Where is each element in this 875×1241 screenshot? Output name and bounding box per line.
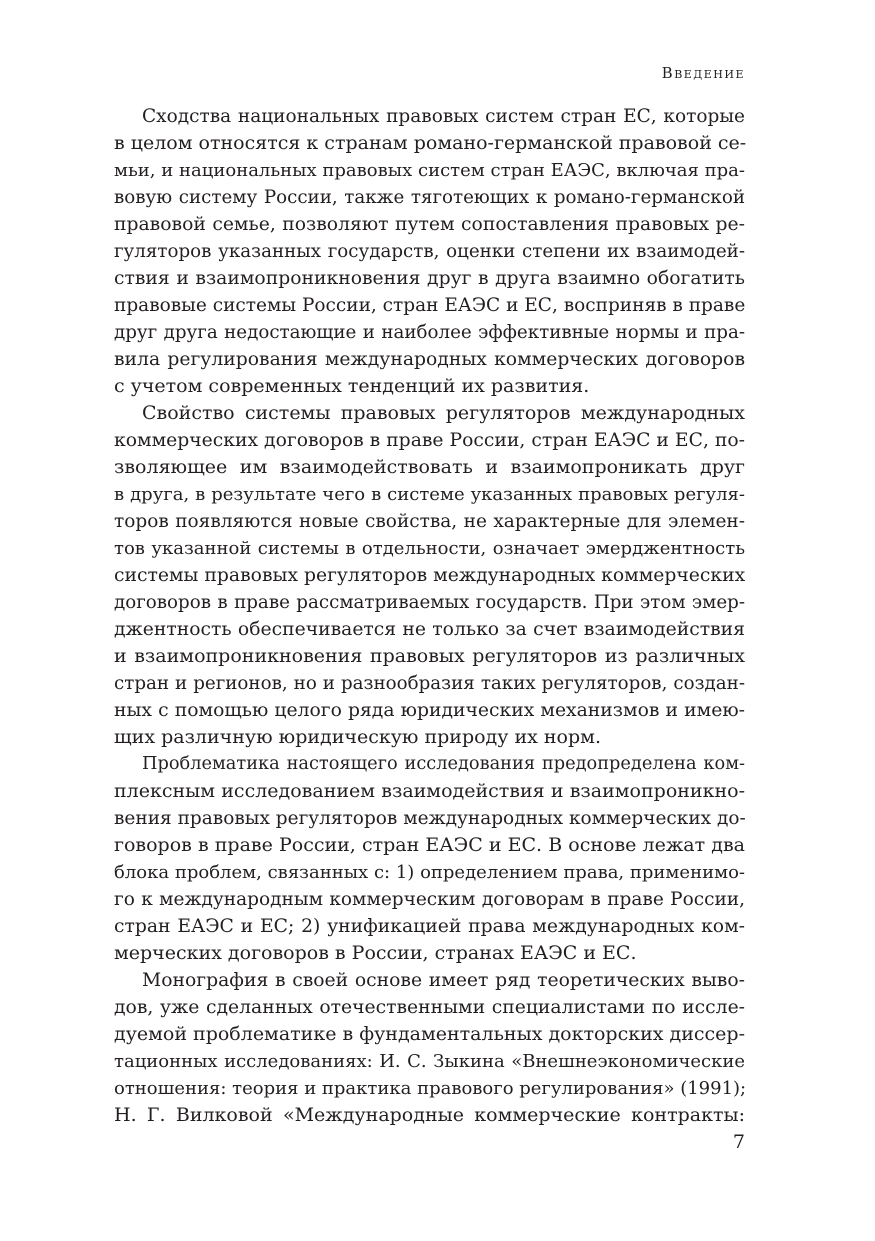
page-number: 7 (732, 1131, 745, 1153)
text-line: джентность обеспечивается не только за счет взаимодействия (114, 619, 745, 640)
text-line: Сходства национальных правовых систем стран ЕС, которые (142, 106, 745, 127)
text-line: вения правовых регуляторов международных коммерческих до- (114, 808, 746, 829)
text-line: и взаимопроникновения правовых регуляторов из различных (114, 645, 745, 667)
text-line: плексным исследованием взаимодействия и взаимопроникно- (114, 780, 745, 802)
text-line: друг друга недостающие и наиболее эффективные нормы и пра- (114, 322, 745, 343)
text-line: договоров в праве рассматриваемых государств. При этом эмер- (114, 592, 745, 613)
text-line: Проблематика настоящего исследования предопределена ком- (142, 754, 745, 774)
text-line: Свойство системы правовых регуляторов международных (142, 402, 745, 424)
text-line: блока проблем, связанных с: 1) определением права, применимо- (114, 862, 745, 883)
text-line: мерческих договоров в России, странах ЕАЭС и ЕС. (114, 942, 637, 964)
text-line: тационных исследованиях: И. С. Зыкина «Внешнеэкономические (114, 1051, 745, 1072)
text-line: вила регулирования международных коммерческих договоров (114, 349, 745, 370)
text-line: щих различную юридическую природу их норм. (114, 726, 601, 748)
text-line: го к международным коммерческим договорам в праве России, (114, 889, 745, 910)
text-line: ных с помощью целого ряда юридических механизмов и имею- (114, 700, 745, 721)
text-line: правовые системы России, стран ЕАЭС и ЕС, восприняв в праве (114, 295, 746, 316)
text-line: дов, уже сделанных отечественными специалистами по иссле- (114, 997, 745, 1018)
text-line: отношения: теория и практика правового регулирования» (1991); (114, 1078, 747, 1099)
text-line: Монография в своей основе имеет ряд теоретических выво- (142, 970, 745, 991)
text-line: системы правовых регуляторов международных коммерческих (114, 565, 746, 586)
text-line: говоров в праве России, стран ЕАЭС и ЕС. В основе лежат два (114, 834, 745, 856)
text-line: ствия и взаимопроникновения друг в друга взаимно обогатить (114, 268, 745, 289)
text-line: с учетом современных тенденций их развития. (114, 375, 590, 397)
text-line: в друга, в результате чего в системе указанных правовых регуля- (114, 484, 745, 505)
text-line: мьи, и национальных правовых систем стран ЕАЭС, включая пра- (114, 160, 745, 181)
text-line: правовой семье, позволяют путем сопоставления правовых ре- (114, 214, 745, 235)
text-line: зволяющее им взаимодействовать и взаимопроникать друг (114, 456, 745, 478)
text-line: тов указанной системы в отдельности, означает эмерджентность (114, 538, 745, 559)
text-line: торов появляются новые свойства, не характерные для элемен- (114, 511, 745, 532)
text-line: дуемой проблематике в фундаментальных докторских диссер- (114, 1023, 745, 1045)
page-body (114, 103, 745, 1129)
text-line: гуляторов указанных государств, оценки степени их взаимодей- (114, 241, 745, 262)
text-line: в целом относятся к странам романо-германской правовой се- (114, 132, 747, 154)
text-line: коммерческих договоров в праве России, стран ЕАЭС и ЕС, по- (114, 430, 745, 451)
text-line: вовую систему России, также тяготеющих к романо-германской (114, 187, 745, 208)
text-line: стран и регионов, но и разнообразия таких регуляторов, создан- (114, 673, 745, 694)
text-line: стран ЕАЭС и ЕС; 2) унификацией права международных ком- (114, 916, 745, 937)
text-line: Н. Г. Вилковой «Международные коммерческие контракты: (114, 1104, 745, 1126)
running-head: Введение (661, 64, 745, 82)
